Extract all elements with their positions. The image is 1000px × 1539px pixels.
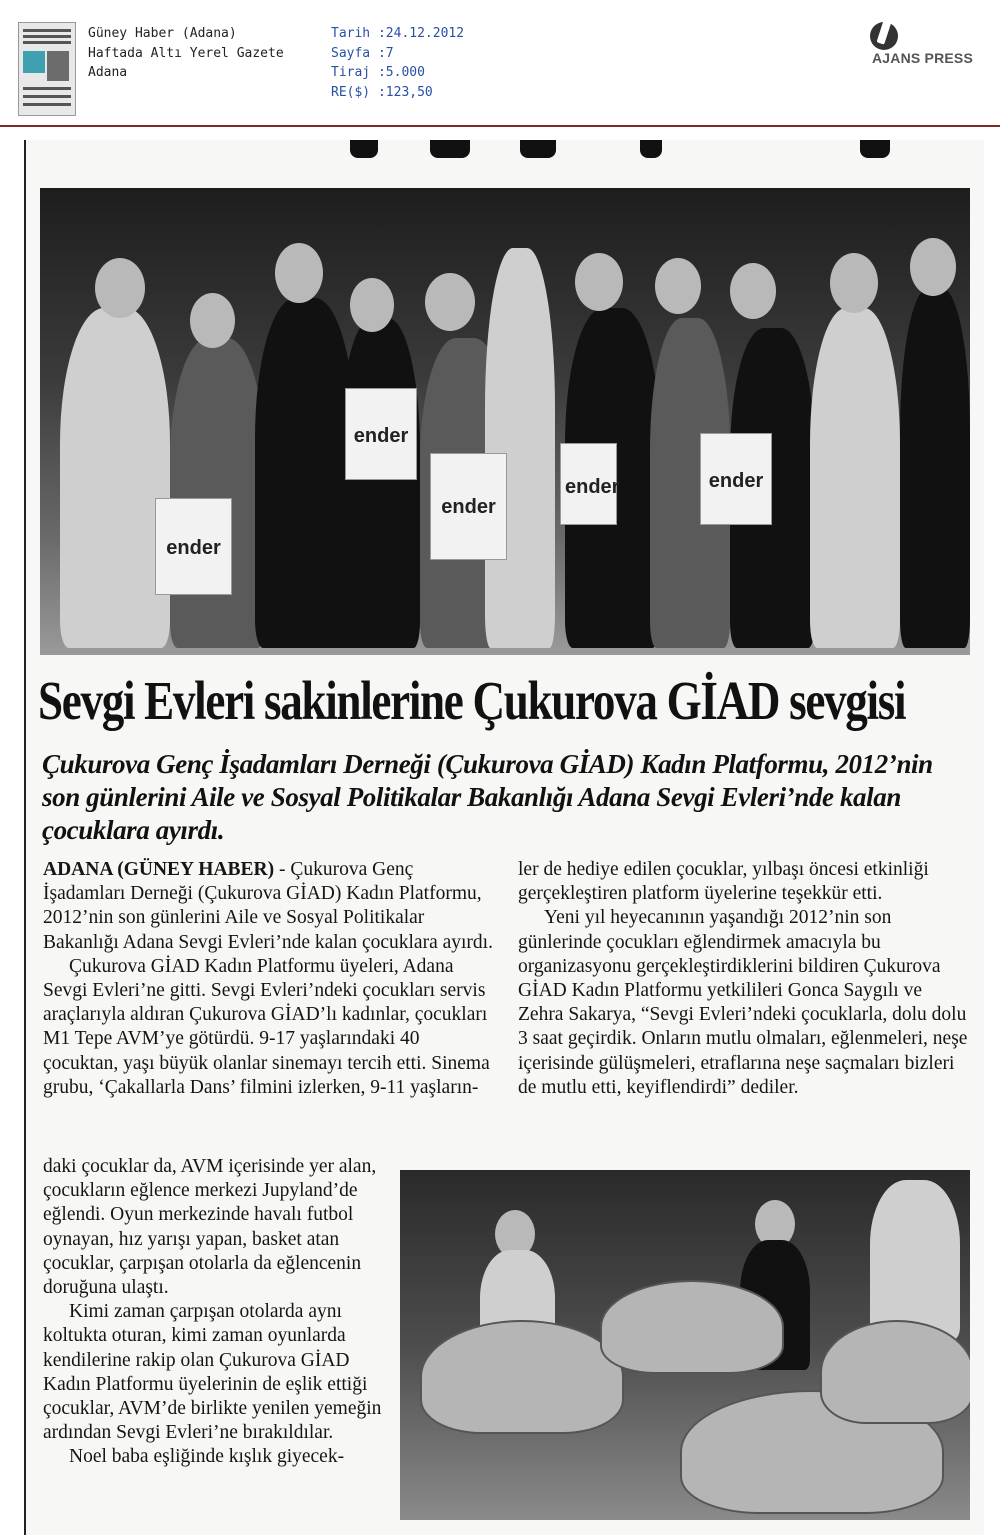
thumb-line [23,103,71,106]
paragraph: Çukurova GİAD Kadın Platformu üyeleri, Adana Sevgi Evleri’ne gitti. Sevgi Evleri’ndeki çocukları servis araçlarıyla aldıran Çukurova GİAD’lı kadınlar, çocukları M1 Tepe AVM’ye götürdü. 9-17 yaşlarındaki 40 çocuktan, yaşı büyük olanlar sinemayı tercih etti. Sinema grubu, ‘Çakallarla Dans’ filmini izlerken, 9-11 yaşların- [43,955,490,1098]
thumb-block [23,51,45,73]
group-photo [40,188,970,655]
paragraph [43,858,493,955]
shopping-bag [430,453,507,560]
paragraph: daki çocuklar da, AVM içerisinde yer alan, çocukların eğlence merkezi Jupyland’de eğlendi. Oyun merkezinde havalı futbol oynayan, hız yarışı yapan, basket atan çocuklar, çarpışan otolarla da eğlencenin doruğuna ulaştı. [43,1156,377,1299]
clipping-circulation: Tiraj :5.000 [331,65,425,80]
person-head [575,253,623,311]
bag-label: ender [441,496,496,518]
person-figure [340,318,420,648]
clipping-edge [24,140,26,1535]
shopping-bag [700,433,772,525]
person-figure [170,338,265,648]
thumb-line [23,41,71,44]
clipping-details [331,24,464,102]
thumb-line [23,35,71,38]
person-head [910,238,956,296]
thumb-line [23,95,71,98]
bag-label: ender [708,470,764,492]
bumper-car [600,1280,784,1374]
logo-text: AJANS PRESS [872,50,974,66]
bumper-cars-photo [400,1170,970,1520]
person-head [425,273,475,331]
ajans-press-logo-icon [870,22,898,50]
bumper-car [420,1320,624,1434]
person-head [655,258,701,314]
clipping-date: Tarih :24.12.2012 [331,26,465,41]
paragraph: Noel baba eşliğinde kışlık giyecek- [69,1446,345,1468]
thumb-line [23,29,71,32]
publication-frequency: Haftada Altı Yerel Gazete [88,45,284,61]
header-divider [0,125,1000,127]
bag-label: ender [353,425,409,447]
person-head [275,243,323,303]
shopping-bag [560,443,620,525]
publication-name: Güney Haber (Adana) [88,26,237,41]
article-dateline: ADANA (GÜNEY HABER) [43,859,275,880]
person-head [95,258,145,318]
person-head [190,293,235,348]
santa-figure [485,248,555,648]
cut-masthead-fragment [340,140,900,162]
article-column-1-continued [43,1155,388,1470]
person-head [830,253,878,313]
shopping-bag [155,498,232,595]
thumb-line [23,87,71,90]
clipping-header [0,0,1000,125]
clipping-page: Sayfa :7 [331,45,394,61]
article-column-2 [518,858,968,1100]
article-lead: Çukurova Genç İşadamları Derneği (Çukurova GİAD) Kadın Platformu, 2012’nin son günlerini Aile ve Sosyal Politikalar Bakanlığı Adana Sevgi Evleri’nde kalan çocuklara ayırdı. [42,749,933,845]
publication-city: Adana [88,65,128,80]
ajans-press-logo [870,22,985,70]
paragraph: Yeni yıl heyecanının yaşandığı 2012’nin son günlerinde çocukları eğlendirmek amacıyla bu organizasyonu gerçekleştirdiklerini bildiren Çukurova GİAD Kadın Platformu yetkilileri Gonca Saygılı ve Zehra Sakarya, “Sevgi Evleri’ndeki çocuklarla, dolu dolu 3 saat geçirdik. Onların mutlu olmaları, eğlenmeleri, neşe içerisinde gülüşmeleri, etraflarına neşe saçmaları bizleri de mutlu etti, keyiflendirdi” dediler. [518,907,968,1098]
paragraph: ler de hediye edilen çocuklar, yılbaşı öncesi etkinliği gerçekleştiren platform üyelerine teşekkür etti. [518,859,929,905]
clipping-ad-value: RE($) :123,50 [331,84,433,100]
person-figure [900,288,970,648]
source-info [88,24,284,83]
person-figure [60,308,170,648]
santa-figure [870,1180,960,1340]
bag-label: ender [565,476,620,498]
person-figure [810,308,900,648]
paragraph: Kimi zaman çarpışan otolarda aynı koltukta oturan, kimi zaman oyunlarda kendilerine rakip olan Çukurova GİAD Kadın Platformu üyelerinin de eşlik ettiği çocuklar, AVM’de birlikte yenilen yemeğin ardından Sevgi Evleri’ne bırakıldılar. [43,1301,382,1444]
bumper-car [820,1320,970,1424]
person-head [730,263,776,319]
shopping-bag [345,388,417,480]
article-column-1 [43,858,493,1100]
bag-label: ender [166,537,221,559]
article-headline: Sevgi Evleri sakinlerine Çukurova GİAD sevgisi [38,670,906,731]
paragraph-text: - Çukurova Genç İşadamları Derneği (Çukurova GİAD) Kadın Platformu, 2012’nin son günlerini Aile ve Sosyal Politikalar Bakanlığı Adana Sevgi Evleri’nde kalan çocuklara ayırdı. [43,859,493,953]
newspaper-thumbnail[interactable] [18,22,76,116]
thumb-block [47,51,69,81]
person-head [350,278,394,332]
